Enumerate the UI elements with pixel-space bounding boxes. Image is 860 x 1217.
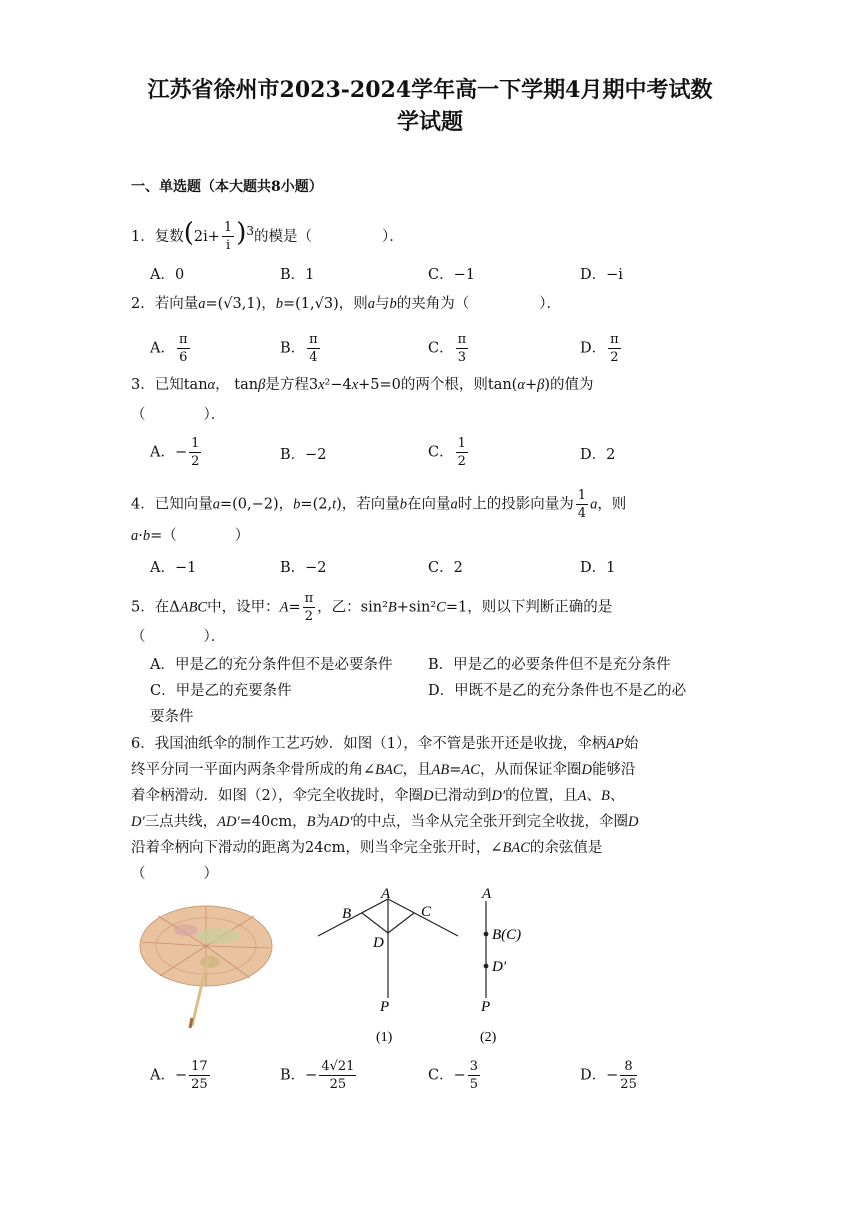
q5-stem-a: 5．在	[131, 599, 170, 616]
question-2: 2．若向量a=(√3,1)，b=(1,√3)，则a与b的夹角为（ ）．	[131, 296, 562, 312]
question-6-line6: （ ）	[131, 866, 218, 882]
q4-option-c: C．2	[428, 560, 463, 576]
q1-option-b: B．1	[280, 267, 315, 283]
q3-option-b: B．−2	[280, 447, 327, 463]
figure-1-caption: (1)	[376, 1030, 393, 1045]
svg-text:B(C): B(C)	[492, 927, 522, 943]
q3-option-a: A．− $\frac{1}{2}$	[150, 436, 200, 469]
question-6-line3: 着伞柄滑动．如图（2），伞完全收拢时，伞圈D已滑动到D′的位置，且A、B、	[131, 788, 625, 804]
q5-stem-b: 中，设甲：	[207, 599, 280, 616]
q2-stem-e: ）．	[539, 296, 562, 312]
q2-option-a: A． $\frac{\pi}{6}$	[150, 332, 188, 365]
q5-option-a: A．甲是乙的充分条件但不是必要条件	[150, 657, 393, 673]
q3-option-d: D．2	[580, 447, 616, 463]
doc-title-line2: 学试题	[396, 109, 463, 135]
figure-2-diagram	[470, 885, 540, 1055]
svg-text:D: D	[373, 935, 384, 951]
q1-option-a: A．0	[150, 267, 185, 283]
doc-title-line1: 江苏省徐州市2023-2024学年高一下学期4月期中考试数	[147, 77, 713, 103]
question-3: 3．已知tanα， tanβ是方程3x²−4x+5=0的两个根，则tan(α+β)的值为	[131, 377, 594, 393]
q6-option-a: A．− $\frac{17}{25}$	[150, 1059, 208, 1092]
q5-option-d-cont: 要条件	[150, 709, 194, 725]
q3-stem-b: 是方程	[265, 377, 309, 393]
q4-stem-e: ，则	[597, 496, 627, 513]
q3-stem-a: 3．已知	[131, 377, 184, 393]
q1-option-d: D．−i	[580, 267, 623, 283]
q2-stem-b: ，则	[338, 296, 368, 312]
svg-text:C: C	[421, 904, 432, 920]
q2-option-d: D． $\frac{\pi}{2}$	[580, 332, 619, 365]
q5-option-d: D．甲既不是乙的充分条件也不是乙的必	[428, 683, 687, 699]
q2-stem-d: 的夹角为（	[396, 296, 470, 312]
svg-text:A: A	[482, 886, 492, 902]
question-6-line4: D′三点共线，AD′=40cm，B为AD′的中点，当伞从完全张开到完全收拢，伞圈D	[131, 814, 639, 830]
q5-option-b: B．甲是乙的必要条件但不是充分条件	[428, 657, 671, 673]
q1-option-c: C．−1	[428, 267, 475, 283]
q4-line2: a·b=（ ）	[131, 528, 250, 544]
svg-text:P: P	[380, 999, 390, 1015]
question-1: 1．复数(2i+ $\frac{1}{i}$ )$^3$的模是（ ）．	[131, 217, 404, 254]
svg-text:B: B	[342, 906, 352, 922]
q4-stem-a: 4．已知向量	[131, 496, 213, 513]
q6-option-b: B．− $\frac{4√21}{25}$	[280, 1059, 355, 1092]
question-6-line2: 终平分同一平面内两条伞骨所成的角∠BAC，且AB=AC，从而保证伞圈D能够沿	[131, 762, 636, 778]
q6-option-d: D．− $\frac{8}{25}$	[580, 1059, 637, 1092]
q6-option-c: C．− $\frac{3}{5}$	[428, 1059, 479, 1092]
q4-option-b: B．−2	[280, 560, 327, 576]
q3-stem-c: 的两个根，则	[400, 377, 488, 393]
q5-stem-c: ，乙：	[317, 599, 361, 616]
question-5: 5．在ΔABC中，设甲：A= $\frac{\pi}{2}$ ，乙：sin²B+sin²C=1，则以下判断正确的是	[131, 591, 613, 624]
svg-text:D′: D′	[492, 959, 507, 975]
figure-1-diagram	[310, 885, 470, 1055]
q1-stem: 1．复数	[131, 228, 184, 245]
q4-option-d: D．1	[580, 560, 616, 576]
section-heading: 一、单选题（本大题共8小题）	[131, 179, 323, 195]
q4-stem-d: 时上的投影向量为	[457, 496, 574, 513]
question-6-line5: 沿着伞柄向下滑动的距离为24cm，则当伞完全张开时，∠BAC的余弦值是	[131, 840, 603, 856]
q4-stem-c: 在向量	[407, 496, 451, 513]
q2-option-c: C． $\frac{\pi}{3}$	[428, 332, 467, 365]
svg-text:P: P	[481, 999, 491, 1015]
figure-2-caption: (2)	[480, 1030, 497, 1045]
question-4: 4．已知向量a=(0,−2)，b=(2,t)，若向量b在向量a时上的投影向量为 $\frac{1}{4}$ a，则	[131, 488, 627, 521]
q3-line2: （ ）．	[131, 407, 226, 423]
umbrella-photo	[138, 900, 278, 1030]
q5-stem-d: ，则以下判断正确的是	[467, 599, 613, 616]
q1-stem-b: 的模是（	[254, 228, 313, 245]
q2-stem-a: 2．若向量	[131, 296, 199, 312]
q5-line2: （ ）．	[131, 629, 226, 645]
q2-stem-c: 与	[375, 296, 390, 312]
q1-stem-c: ）．	[382, 228, 404, 245]
q5-option-c: C．甲是乙的充要条件	[150, 683, 292, 699]
q4-stem-b: ，若向量	[341, 496, 400, 513]
question-6-line1: 6．我国油纸伞的制作工艺巧妙．如图（1），伞不管是张开还是收拢，伞柄AP始	[131, 736, 639, 752]
q4-option-a: A．−1	[150, 560, 197, 576]
q3-option-c: C． $\frac{1}{2}$	[428, 436, 466, 469]
q3-stem-d: 的值为	[550, 377, 594, 393]
svg-text:A: A	[381, 886, 391, 902]
q2-option-b: B． $\frac{\pi}{4}$	[280, 332, 318, 365]
